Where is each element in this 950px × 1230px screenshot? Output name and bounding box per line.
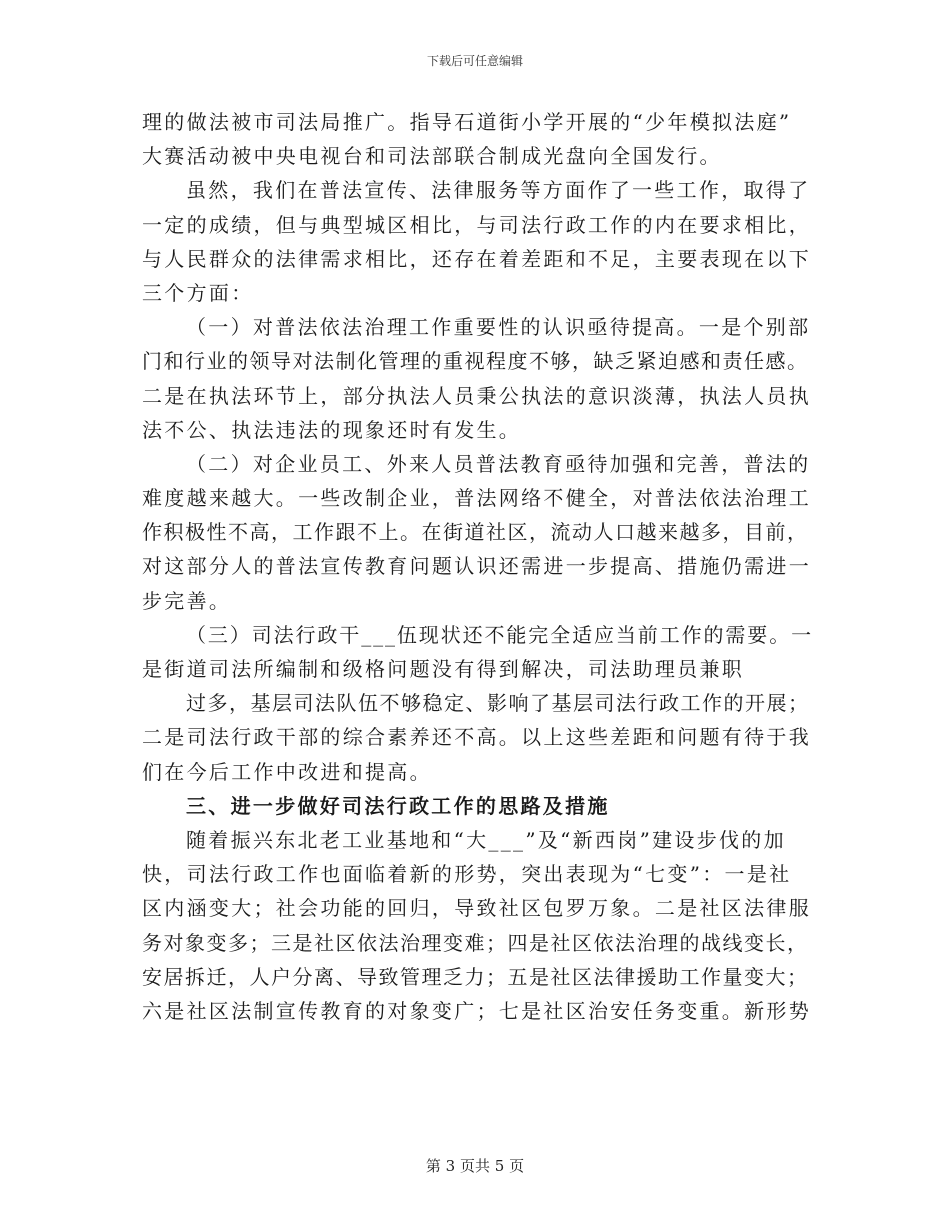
text-line: 大赛活动被中央电视台和司法部联合制成光盘向全国发行。	[142, 144, 722, 169]
text-line: 与人民群众的法律需求相比，还存在着差距和不足，主要表现在以下	[142, 246, 811, 271]
text-line: 六是社区法制宣传教育的对象变广；七是社区治安任务变重。新形势	[142, 998, 811, 1023]
page-footer: 第 3 页共 5 页	[425, 1157, 525, 1175]
page-header: 下载后可任意编辑	[426, 54, 523, 68]
text-line: （二）对企业员工、外来人员普法教育亟待加强和完善，普法的	[186, 451, 811, 476]
text-line: 随着振兴东北老工业基地和“大___”及“新西岗”建设步伐的加	[186, 827, 786, 852]
section-heading: 三、进一步做好司法行政工作的思路及措施	[186, 793, 610, 818]
text-line: 难度越来越大。一些改制企业，普法网络不健全，对普法依法治理工	[142, 486, 811, 511]
text-line: 三个方面：	[142, 280, 254, 305]
text-line: 二是司法行政干部的综合素养还不高。以上这些差距和问题有待于我	[142, 725, 811, 750]
text-line: 理的做法被市司法局推广。指导石道街小学开展的“少年模拟法庭”	[142, 110, 792, 134]
text-line: 快，司法行政工作也面临着新的形势，突出表现为“七变”：一是社	[142, 862, 792, 887]
text-line: 对这部分人的普法宣传教育问题认识还需进一步提高、措施仍需进一	[142, 554, 811, 579]
text-line: 步完善。	[142, 588, 232, 613]
text-line: 一定的成绩，但与典型城区相比，与司法行政工作的内在要求相比，	[142, 212, 811, 237]
document-body	[142, 105, 814, 1028]
text-line: 过多，基层司法队伍不够稳定、影响了基层司法行政工作的开展；	[186, 691, 810, 716]
text-line: （三）司法行政干___伍现状还不能完全适应当前工作的需要。一	[186, 622, 813, 647]
text-line: 作积极性不高，工作跟不上。在街道社区，流动人口越来越多，目前，	[142, 520, 809, 545]
text-line: 区内涵变大；社会功能的回归，导致社区包罗万象。二是社区法律服	[142, 896, 811, 921]
text-line: 们在今后工作中改进和提高。	[142, 759, 432, 784]
text-line: 是街道司法所编制和级格问题没有得到解决，司法助理员兼职	[142, 657, 745, 681]
text-line: 虽然，我们在普法宣传、法律服务等方面作了一些工作，取得了	[186, 178, 811, 203]
text-line: 门和行业的领导对法制化管理的重视程度不够，缺乏紧迫感和责任感。	[142, 349, 809, 374]
text-line: 安居拆迁，人户分离、导致管理乏力；五是社区法律援助工作量变大；	[142, 964, 809, 989]
text-line: 法不公、执法违法的现象还时有发生。	[142, 417, 522, 442]
text-line: 二是在执法环节上，部分执法人员秉公执法的意识淡薄，执法人员执	[142, 383, 811, 408]
text-line: （一）对普法依法治理工作重要性的认识亟待提高。一是个别部	[186, 315, 811, 340]
text-line: 务对象变多；三是社区依法治理变难；四是社区依法治理的战线变长，	[142, 930, 809, 955]
